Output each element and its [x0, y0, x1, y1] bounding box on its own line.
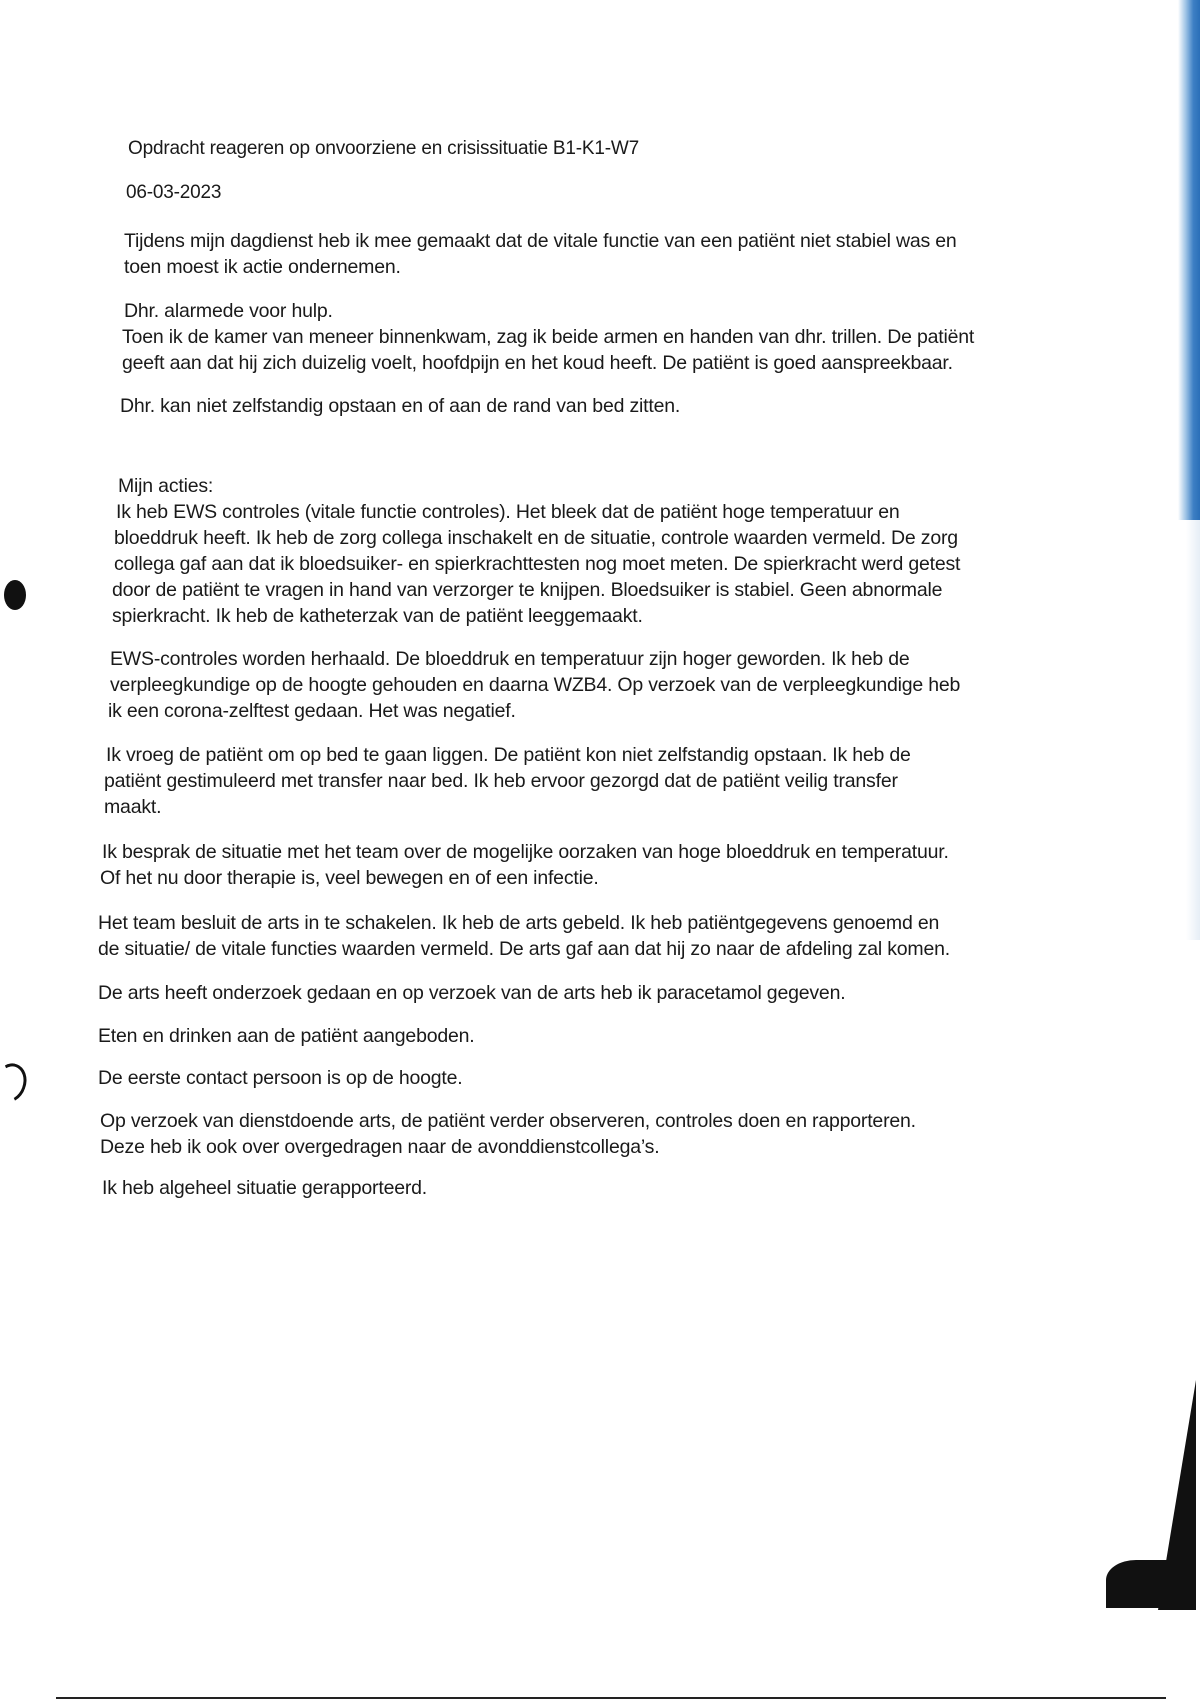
text-line: Tijdens mijn dagdienst heb ik mee gemaakt dat de vitale functie van een patiënt niet stabiel was en: [124, 230, 957, 252]
text-line: De eerste contact persoon is op de hoogte.: [98, 1067, 463, 1089]
punch-hole-mark: [4, 580, 26, 610]
text-line: Eten en drinken aan de patiënt aangeboden.: [98, 1025, 475, 1047]
text-line: maakt.: [104, 796, 162, 818]
page-bottom-rule: [56, 1697, 1166, 1699]
text-line: door de patiënt te vragen in hand van verzorger te knijpen. Bloedsuiker is stabiel. Geen abnormale: [112, 579, 943, 601]
text-line: verpleegkundige op de hoogte gehouden en daarna WZB4. Op verzoek van de verpleegkundige heb: [110, 674, 961, 696]
punch-hole-mark: [0, 1059, 32, 1108]
text-line: Het team besluit de arts in te schakelen. Ik heb de arts gebeld. Ik heb patiëntgegevens genoemd en: [98, 912, 940, 934]
text-line: de situatie/ de vitale functies waarden vermeld. De arts gaf aan dat hij zo naar de afdeling zal komen.: [98, 938, 950, 960]
text-line: Op verzoek van dienstdoende arts, de patiënt verder observeren, controles doen en rapporteren.: [100, 1110, 916, 1132]
scan-edge-light: [1186, 520, 1200, 940]
text-line: Dhr. kan niet zelfstandig opstaan en of aan de rand van bed zitten.: [120, 395, 681, 417]
text-line: ik een corona-zelftest gedaan. Het was negatief.: [108, 700, 516, 722]
text-line: Toen ik de kamer van meneer binnenkwam, zag ik beide armen en handen van dhr. trillen. De patiënt: [122, 326, 975, 348]
scan-edge-blue: [1178, 0, 1200, 520]
text-line: spierkracht. Ik heb de katheterzak van de patiënt leeggemaakt.: [112, 605, 643, 627]
text-line: EWS-controles worden herhaald. De bloeddruk en temperatuur zijn hoger geworden. Ik heb de: [110, 648, 910, 670]
text-line: Dhr. alarmede voor hulp.: [124, 300, 333, 322]
text-line: toen moest ik actie ondernemen.: [124, 256, 401, 278]
text-line: Ik vroeg de patiënt om op bed te gaan liggen. De patiënt kon niet zelfstandig opstaan. Ik heb de: [106, 744, 911, 766]
text-line: bloeddruk heeft. Ik heb de zorg collega inschakelt en de situatie, controle waarden vermeld. De zorg: [114, 527, 958, 549]
text-line: Ik besprak de situatie met het team over de mogelijke oorzaken van hoge bloeddruk en temperatuur.: [102, 841, 949, 863]
text-line: Ik heb algeheel situatie gerapporteerd.: [102, 1177, 428, 1199]
document-date: 06-03-2023: [126, 182, 222, 203]
section-heading: Mijn acties:: [118, 475, 214, 497]
text-line: De arts heeft onderzoek gedaan en op verzoek van de arts heb ik paracetamol gegeven.: [98, 982, 846, 1004]
text-line: Of het nu door therapie is, veel bewegen en of een infectie.: [100, 867, 599, 889]
document-title: Opdracht reageren op onvoorziene en crisissituatie B1-K1-W7: [128, 138, 639, 159]
text-line: geeft aan dat hij zich duizelig voelt, hoofdpijn en het koud heeft. De patiënt is goed aanspreekbaar.: [122, 352, 953, 374]
text-line: Ik heb EWS controles (vitale functie controles). Het bleek dat de patiënt hoge temperatuur en: [116, 501, 900, 523]
text-line: Deze heb ik ook over overgedragen naar de avonddienstcollega’s.: [100, 1136, 660, 1158]
text-line: collega gaf aan dat ik bloedsuiker- en spierkrachttesten nog moet meten. De spierkracht werd getest: [114, 553, 961, 575]
text-line: patiënt gestimuleerd met transfer naar bed. Ik heb ervoor gezorgd dat de patiënt veilig transfer: [104, 770, 898, 792]
scan-shadow-base: [1106, 1560, 1196, 1608]
